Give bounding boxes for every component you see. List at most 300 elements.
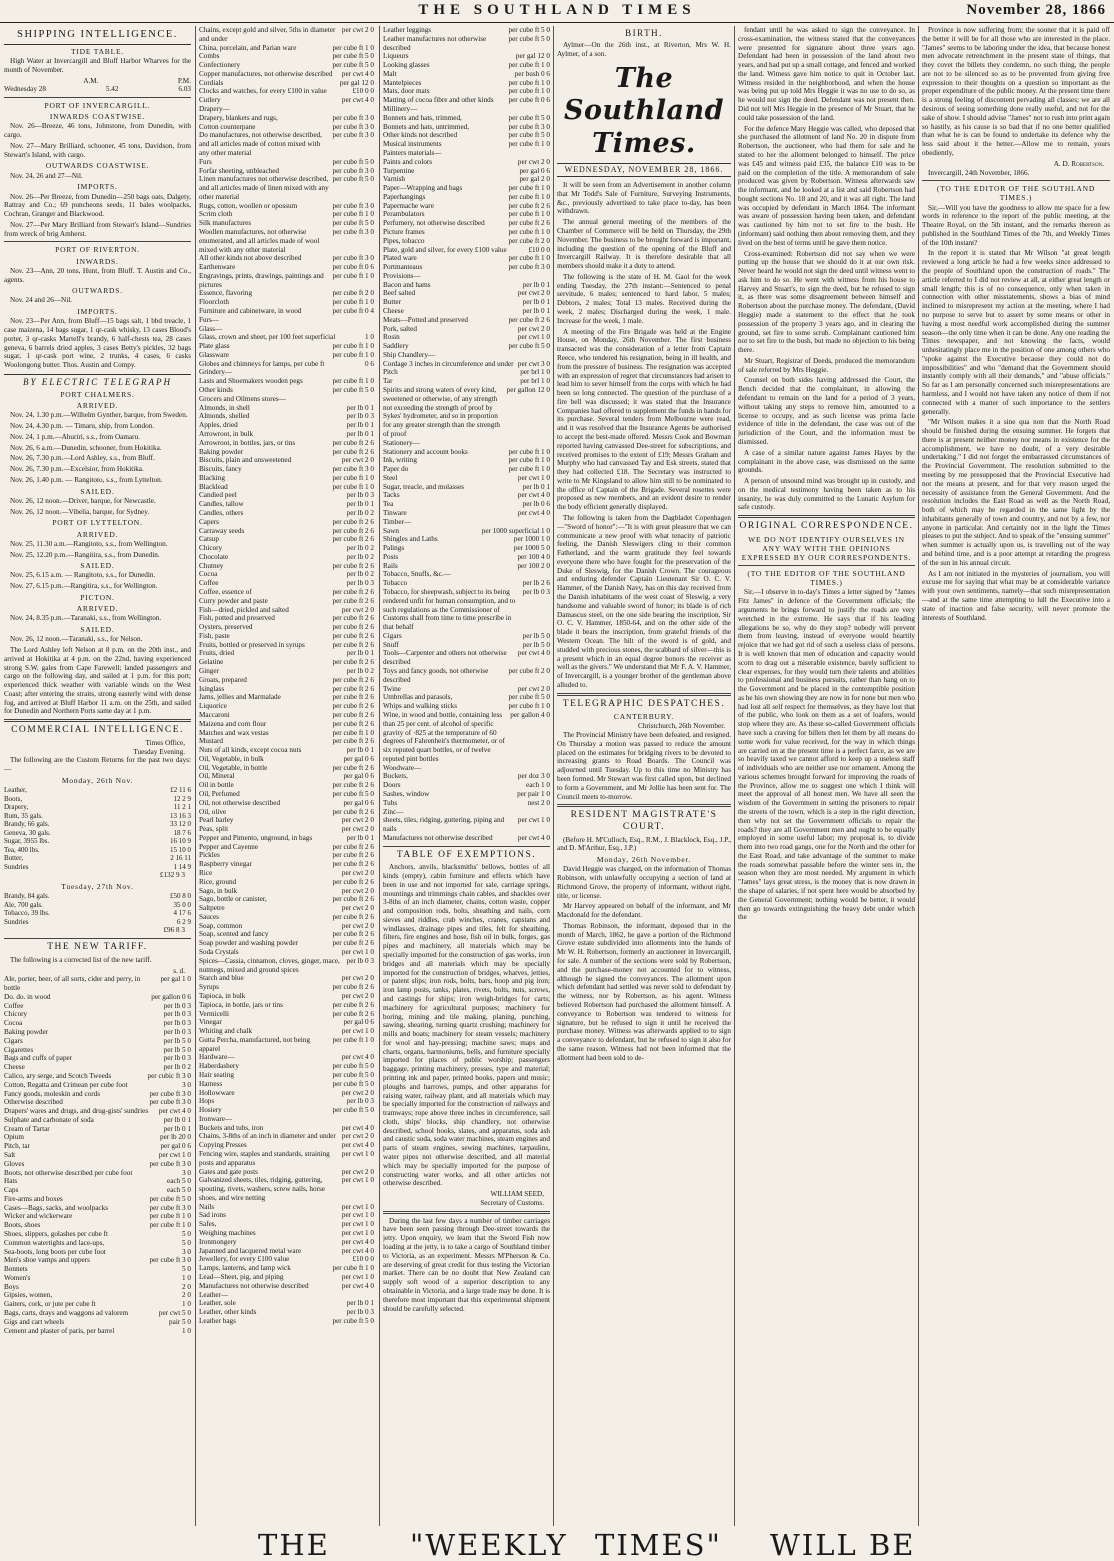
tariff-row [199,87,374,96]
tariff-rate: per gal 2 0 [519,175,550,184]
tariff-row [199,1220,374,1229]
tariff-item: Oil, Perfumed [199,789,240,798]
tariff-item: Calico, ary serge, and Scotch Tweeds [4,1071,112,1080]
masthead [0,0,1114,23]
paragraph: fendant until he was asked to sign the conveyance. In cross-examination, the witness stated that the conveyances were presented for signature about three years ago. Defendant had been in possession of the land about two years, and had put up a small cottage, and fenced and worked the land. Witness gave him notice to quit in October last. Witness resided in the neighborhood, and when the house was being put up told Mrs Heggie it was no use to do so, as he would not sign the deed. Defendant was not present then. Did not tell Mrs Heggie in the presence of Mr Stuart, that he could take possession of the land. [738,26,915,122]
tariff-rate: per cube ft 0 6 [332,263,374,272]
tariff-row [199,1080,374,1089]
tariff-row [383,79,550,88]
tariff-rate: per lb 0 1 [522,280,550,289]
tariff-row [199,430,374,439]
item-name: Boots, [4,794,23,803]
tariff-item: Harness [199,1079,223,1088]
tariff-rate: per cube ft 2 6 [332,763,374,772]
tariff-item: Hops [199,1097,215,1106]
tariff-rate: per gallon 12 0 [506,386,550,395]
tariff-rate: per cube ft 3 0 [332,227,374,236]
tariff-rate: per cube ft 2 6 [332,684,374,693]
tariff-row [199,474,374,483]
tariff-item: Cream of Tartar [4,1124,50,1133]
tariff-rate: per 1000 superficial 1 0 [481,526,550,535]
tariff-rate: per cube ft 2 6 [332,535,374,544]
tariff-rate: per cwt 2 0 [341,991,374,1000]
tariff-item: Saddlery [383,342,409,351]
paragraph: The Lord Ashley left Nelson at 8 p.m. on the 20th inst., and arrived at Hokitika at 4 p.m. on the 22nd, having experienced strong S.W. gales from Cape Farewell; landed passengers and cargo on the following day, and sailed at 1 p.m. for this port; experienced thick weather with variable winds on the West Coast; after entering the straits, strong easterly wind with dense fog, and arrived at Bluff Harbor 11 a.m. on the 25th, and sailed for Dunedin and Northern Ports same day at 1 p.m. [4,645,191,716]
tariff-row [199,729,374,738]
item-value: 2 16 11 [170,854,191,863]
tariff-row [199,70,374,79]
tariff-item: Lead—Sheet, pig, and piping [199,1272,284,1281]
item-name: Sugar, 3955 lbs. [4,837,50,846]
tariff-row [383,509,550,518]
tariff-rate: per cube ft 2 6 [332,860,374,869]
tariff-rate: per cube ft 3 0 [332,122,374,131]
tariff-row [199,333,374,342]
tariff-item: Varnish [383,175,405,184]
tariff-rate: per gal 0 6 [343,798,374,807]
tariff-row [199,105,374,114]
tariff-row [383,632,550,641]
tariff-rate: per cube ft 2 6 [332,719,374,728]
divider [557,693,731,696]
tariff-item: Shingles and Laths [383,535,438,544]
tariff-item: Cement and plaster of paris, per barrel [4,1326,115,1335]
tariff-rate: per cube ft 2 6 [332,588,374,596]
tariff-item: Pitch [383,368,398,377]
tariff-item: Zinc— [383,807,404,816]
tariff-rate: each 1 0 [526,781,550,790]
tariff-row [199,983,374,992]
tariff-item: Furniture and cabinetware, in wood [199,307,302,315]
tariff-item: Saltpetre [199,904,225,913]
tariff-item: Picture frames [383,227,425,236]
divider [383,1211,550,1214]
paragraph: Nov. 26, 1.40 p.m. — Rangitoto, s.s., from Lyttelton. [10,475,163,484]
tariff-rate: per lb 5 0 [163,1036,191,1045]
tariff-rate: per lb 0 1 [163,1124,191,1133]
tariff-row [4,1309,191,1318]
tariff-rate: per lb 0 3 [346,956,374,965]
tariff-row [199,658,374,667]
tariff-rate: per cube ft 1 0 [332,482,374,491]
tariff-rate: per cwt 2 0 [341,26,374,34]
tariff-item: Men's shoe vamps and uppers [4,1256,90,1265]
item-value: 35 0 0 [173,900,191,909]
tariff-rate: per cube ft 2 0 [332,289,374,298]
tariff-item: Woodware— [383,763,422,772]
tariff-item: Jams, jellies and Marmalade [199,693,281,702]
tariff-item: Caps [4,1186,19,1195]
tariff-item: Tubs [383,798,398,807]
tariff-item: Sago, bottle or canister, [199,895,267,904]
tariff-row [199,1071,374,1080]
tariff-item: Maizena and corn flour [199,719,267,728]
tariff-rate: per cwt 2 0 [517,157,550,166]
tide-header [4,77,191,86]
tariff-row [199,772,374,781]
tariff-rate: per cube ft 2 6 [332,877,374,886]
item-value: 4 17 6 [173,909,191,918]
paragraph: Nov. 24 and 26—Nil. [10,296,73,305]
tariff-row [199,377,374,386]
tariff-item: Candles, tallow [199,500,244,509]
tariff-row [199,228,374,254]
tariff-rate: per cwt 4 0 [341,1123,374,1132]
tariff-row [383,834,550,843]
tariff-row [199,439,374,448]
tariff-row [383,377,550,386]
tariff-rate: per gal 0 6 [519,166,550,175]
tariff-item: Furs [199,157,212,166]
paragraph: Province is now suffering from; the sooner that it is paid off the better it will be for all those who are interested in the place. "James" seems to be laboring under the idea, that because honest men advocate retrenchment in the present state of things, that they covet the billets they condemn, no such thing, the people are not to be silenced so as to be prevented from giving free expression to their thoughts on a question so important as the proper expenditure of the public money. At the present time there is a strong feeling of discontent pervading all classes; we are all desirous of seeing something done really useful, and not for the sake of show. I should advise "James" not to rush into print again so hastily, as his cause is so bad that if no one better qualified than what he is can be found to undertake its defence why the less said about it the better.—Allow me to remain, yours obediently, [922,26,1110,157]
tariff-row [199,1132,374,1141]
tariff-row [383,456,550,465]
tariff-item: Palings [383,544,405,553]
tariff-row [199,1106,374,1115]
tariff-item: Pipes, tobacco [383,236,425,245]
tariff-rate: per gallon 4 0 [510,710,550,719]
tariff-rate: per cube ft 3 0 [149,1089,191,1098]
tariff-item: Sea-boots, long boots per cube foot [4,1247,106,1256]
signature-name: WILLIAM SEED, [490,1190,544,1199]
tariff-row [199,913,374,922]
tariff-row [199,667,374,676]
tariff-rate: per cube ft 1 0 [332,377,374,386]
tariff-rate: per cube ft 1 0 [508,447,550,456]
tariff-row [383,219,550,228]
tariff-item: Do manufactures, not otherwise described, and all articles made of cotton mixed with any other material [199,131,322,157]
tariff-item: Tea [383,500,394,509]
tariff-rate: per cube ft 1 0 [332,728,374,737]
tariff-row [199,1124,374,1133]
tariff-row [383,562,550,571]
tariff-item: Rice [199,869,213,877]
tariff-item: Nuts of all kinds, except cocoa nuts [199,746,302,755]
tariff-rate: per cube ft 2 6 [332,596,374,605]
tariff-item: Ginger [199,667,219,676]
tariff-row [383,808,550,817]
paragraph: Nov. 26, 12 noon.—Driver, barque, for Newcastle. [10,496,156,505]
tariff-item: Groats, prepared [199,675,247,684]
paragraph: Nov. 24, 1.30 p.m.—Wilhelm Gynther, barque, from Sweden. [10,411,188,420]
tide-day: Wednesday 28 [4,85,46,94]
tariff-item: Twine [383,684,401,693]
tariff-row [199,1255,374,1264]
tariff-row [4,1212,191,1221]
tariff-rate: per cube ft 1 0 [508,78,550,87]
tariff-row [199,509,374,518]
tariff-row [199,799,374,808]
tariff-rate: per cube ft 5 0 [508,693,550,702]
column-rule [918,26,919,1526]
banner-word: TIMES" [595,1528,722,1561]
signature-name: A. D. Robertson. [1053,159,1104,168]
banner-word: THE [258,1528,330,1561]
paragraph: Sir,—I observe in to-day's Times a letter signed by "James Fitz James" in defence of the Government officials; the arguments he brings forward to justify the roads are very wretched in the extreme. He says that if his leading allegations be so, why do they stop? nobody will prevent them from leaving, instead of everyone would heartily rejoice that we had got rid of such a useless class of persons. It is well known that men of education and capacity would scorn to drag out a miserable existence, barely sufficient to clear expenses, for they would turn their talents and abilities to professional and business pursuits, rather than hang on to the Government and be placed in the contemptible position as he his own showing they are now in for none but men who had lost all self respect for themselves, as they have lost that of the public, who look on them as a set of loafers, would stop where they are. As these so-called Government officials have such a craving for billets then let them by all means do some work for value received, for the way in which things are carried on at the present time is a perfect farce, as we are so heavily taxed we cannot afford to keep up a useless staff of individuals who are neither use nor ornament. Among the various schemes brought forward for improving the roads of the Province, allow me to suggest one which I think will meet the approval of all honest men. We have all seen the wisdom of the Government in setting the prisoners to repair the streets of the town, which is a step in the right direction, then why not set the Government officials to repair the roads? they are all Government men and ought to be equally employed in some useful labor; my proposal is, to divide them into two road gangs, one for the North and the other for the East Road, and take advantage of the summer to make the roads somewhat passable before the winter sets in, the season when they are most needed. My argument in which "James" lays great stress, is the money that is now drawn in the shape of salaries, if not spent here would be absorbed by the General Government; nothing would be better, it would then go towards extinguishing the heavy debt under which the [738,588,915,922]
tide-row [4,85,191,94]
tariff-item: Curry powder and paste [199,596,268,605]
tariff-item: Hollowware [199,1088,235,1097]
tariff-rate: per cwt 4 0 [341,1246,374,1255]
banner-word: WILL BE [770,1528,916,1561]
tariff-rate: per lb 0 1 [346,429,374,438]
tariff-row [383,685,550,694]
tariff-rate: per cwt 2 0 [517,684,550,693]
tariff-item: Vermicelli [199,1009,229,1018]
tariff-item: Malt [383,69,397,78]
tariff-rate: per lb 0 3 [163,1001,191,1010]
section-heading: RESIDENT MAGISTRATE'S COURT. [570,810,718,832]
tariff-row [199,992,374,1001]
tariff-row [4,1151,191,1160]
tariff-row [4,1300,191,1309]
paragraph: During the last few days a number of timber carriages have been seen passing through Dee-street towards the jetty. Upon enquiry, we learn that the Sword Fish now loading at the jetty, is to take a cargo of Southland timber to Victoria, as an experiment. Messrs M'Pherson & Co. are deserving of great credit for thus testing the Victorian market. There can be no doubt that New Zealand can supply soft wood of a superior description to any obtainable in Victoria, and a large trade may be done. It is therefore most important that this experimental shipment should be carefully selected. [383,1216,550,1313]
tariff-item: Sauces [199,912,219,921]
tariff-item: Women's [4,1273,31,1282]
tariff-item: Fruits, bottled or preserved in syrups [199,640,305,649]
column-2 [199,26,374,1526]
tariff-row [4,1046,191,1055]
disclaimer: WE DO NOT IDENTIFY OURSELVES IN ANY WAY WITH THE OPINIONS EXPRESSED BY OUR CORRESPONDENTS. [741,534,912,563]
tariff-item: Spirits and strong waters of every kind, sweetened or otherwise, of any strength not exceeding the strength of proof by Sykes' hydrometer, and so in proportion for any greater strength than the strength of proof [383,386,500,438]
paragraph: Nov. 24, 4.30 p.m. — Timaru, ship, from London. [10,422,155,431]
tariff-item: Cordage 3 inches in circumference and under [383,359,514,368]
subheading: Tuesday, 27th Nov. [61,882,134,892]
tariff-row [199,360,374,369]
tariff-row [199,26,374,44]
tariff-row [199,1317,374,1326]
tide-am: 5.42 [105,85,119,94]
tariff-item: Coffee, essence of [199,588,252,596]
tariff-item: Japanned and lacquered metal ware [199,1246,302,1255]
tariff-row [4,1054,191,1063]
tariff-row [199,808,374,817]
tariff-row [383,289,550,298]
tariff-item: Engravings, prints, drawings, paintings and pictures [199,271,324,289]
tariff-item: Tinware [383,508,407,517]
tariff-row [199,1299,374,1308]
tariff-row [4,1063,191,1072]
tariff-item: Looking glasses [383,61,430,70]
paragraph: Nov. 26, 6 a.m.—Dunedin, schooner, from Hokitika. [10,443,162,452]
tariff-row [4,1160,191,1169]
section-heading: THE NEW TARIFF. [47,942,148,953]
tariff-item: Soap, scented and fancy [199,930,269,939]
tariff-row [199,649,374,658]
tariff-rate: per cube ft 2 6 [332,693,374,702]
tariff-row [383,764,550,773]
tariff-rate: per 1000 5 0 [513,544,550,553]
tariff-row [199,202,374,211]
returns-table-tuesday [4,892,191,926]
tariff-list [383,26,550,843]
tariff-rate: per cube ft 5 0 [332,789,374,798]
tariff-rate: per cube ft 1 0 [332,1035,374,1044]
tariff-item: Opium [4,1133,24,1142]
divider [738,565,915,566]
tariff-item: Meats—Potted and preserved [383,315,469,324]
tariff-rate: per cwt 4 0 [341,96,374,105]
tariff-row [199,325,374,334]
tariff-item: Isinglass [199,684,225,693]
paragraph: A meeting of the Fire Brigade was held at the Engine House, on Monday, 26th November. The first business transacted was the consideration of a letter from Captain Reece, who tendered his resignation, being in ill health, and from the pressure of business. The resignation was accepted with an expression of regret that circumstances had arisen to lead him to sever himself from the corps with which he had been so long connected. The question of the purchase of a fire bell was discussed; it was stated that the Insurance Companies had offered to supplement the funds in hands for its purchase. Several tenders from Melbourne were read, and it was resolved that the Insurance Agents be authorised to accept the best-made offered. Messrs Cook and Bowman reported having canvassed Dee-street for subscriptions, and received promises to the extent of £19; Messrs Graham and Murphy who had canvassed Tay and Esk streets, stated that they had collected £18. The Secretary was instructed to write to Mr Kingsland to allow him still to be nominated to the office of Captain of the Brigade. Several rosettes were proposed as new members, and an evident desire to render the body efficient generally displayed. [557,327,731,512]
tariff-row [383,307,550,316]
tariff-rate: 5 0 [182,1265,191,1274]
tariff-row [199,289,374,298]
tariff-rate: per cube ft 1 0 [332,473,374,482]
tariff-row [4,1239,191,1248]
tariff-item: Leather leggings [383,26,432,34]
tariff-rate: per cube ft 1 0 [332,43,374,52]
tariff-rate: each 5 0 [167,1177,191,1186]
tariff-rate: per lb 0 3 [163,1019,191,1028]
tariff-row [199,764,374,773]
tariff-item: Leather, sole [199,1299,236,1308]
dateline-office: Times Office, [145,738,185,747]
divider [738,515,915,518]
tariff-row [199,825,374,834]
tariff-rate: per lb 0 1 [522,307,550,315]
subheading: PORT OF INVERCARGILL. [44,101,151,111]
tariff-rate: per cube ft 3 0 [332,201,374,210]
tariff-list [4,975,191,1335]
tariff-item: Cases—Bags, sacks, and woolpacks [4,1203,109,1212]
tariff-item: Glassware [199,350,229,359]
subheading: SAILED. [80,486,115,496]
returns-total: £132 9 3 [159,871,185,880]
tariff-rate: 3 0 [182,1247,191,1256]
tariff-rate: per lb 0 2 [346,570,374,579]
column-5 [738,26,915,1526]
paragraph: Nov. 23—Ann, 20 tons, Hunt, from Bluff. T. Austin and Co., agents. [4,266,191,284]
paragraph: As I am not initiated in the mysteries of journalism, you will excuse me for saying that what may be at considerable variance with your own sentiments, namely—that such misrepresentation—and at the same time attempting to lull the Executive into a state of inaction and false security, will never promote the interests of Southland. [922,569,1110,622]
tariff-item: Linen manufactures not otherwise described, and all articles made of linen mixed with any other material [199,175,329,201]
tariff-item: sheets, tiles, ridging, guttering, piping and nails [383,816,505,834]
tariff-rate: per cwt 2 0 [341,1132,374,1141]
tariff-rate: per lb 0 3 [346,1097,374,1106]
tariff-rate: per cube ft 3 0 [508,263,550,272]
tariff-row [199,904,374,913]
returns-table-monday [4,786,191,871]
tariff-item: Cigarettes [4,1045,34,1054]
tariff-item: Plated ware [383,254,417,263]
tariff-item: Fish, potted and preserved [199,614,275,623]
tariff-rate: per cube ft 2 0 [508,236,550,245]
tariff-rate: 2 0 [182,1282,191,1291]
tariff-rate: per cwt 4 0 [341,1281,374,1290]
tariff-row [199,1273,374,1282]
tariff-row [383,96,550,105]
tariff-rate: per lb 0 1 [346,403,374,412]
tariff-item: Maccaroni [199,710,230,719]
tariff-item: Furs— [199,315,219,324]
item-name: Drapery, [4,803,29,812]
tariff-rate: per lb 0 3 [346,1308,374,1317]
subheading: OUTWARDS. [72,286,123,296]
tariff-item: Sago, in bulk [199,886,238,895]
tariff-rate: per lb 0 1 [163,1115,191,1124]
tariff-rate: per cwt 4 0 [341,1237,374,1246]
tariff-rate: per lb 0 3 [522,588,550,596]
tariff-units: s. d. [173,966,185,975]
tariff-item: Toys and fancy goods, not otherwise described [383,667,489,684]
subheading: IMPORTS. [77,307,118,317]
paragraph: Nov. 24, 26 and 27—Nil. [10,171,83,180]
paragraph: Nov. 26, 12 noon.—Vibelia, barque, for Sydney. [10,507,150,516]
tariff-rate: per cube ft 2 6 [332,561,374,570]
tariff-rate: per lb 0 2 [346,552,374,561]
tariff-row [383,588,550,632]
divider [4,719,191,722]
tariff-item: Cocoa [4,1019,23,1028]
tariff-rate: per cube ft 2 6 [332,614,374,623]
tariff-row [4,1195,191,1204]
paragraph: In the report it is stated that Mr Wilson "at great length reviewed a long article he had a few weeks since addressed to the people of Southland upon the construction of roads." The article referred to I did not review at all, at either great length or small length; this is of no consequence, only when taken in connection with other misstatements, shows a bias of mind inclined to misrepresent my action at the meeting, where I had no purpose to serve but to assert by some means or other in having a most needful work accomplished during the summer season—the only time when it can be done. Any one reading the Times newspaper, and not knowing the facts, would unhesitatingly place me in the position of one among others who "spoke against the Executive because they could not do impossibilities" and who "demand that the Government should instantly comply with all their demands," and "abuse officials." So far as I am personally concerned such misrepresentations are harmless, and I would not have taken any notice of them if not connected with a matter of such importance to the settlers generally. [922,249,1110,416]
tariff-rate: per gal 12 0 [339,78,374,87]
tariff-item: Bacon and hams [383,280,431,289]
paragraph: Cross-examined: Robertson did not say when we were putting up the house that we should do it at our own risk. Never heard he would not sign the deed until witness went to ask him to do so. He went with witness from his house to Harvey and Stuart's, to sign the deed, but he refused to sign it, as there was some disagreement between himself and Robertson about the purchase money. The defendant, (David Heggie) made a statement to the effect that he took possession of the property 3 years ago, and in clearing the ground, set fire to some scrub. Complainant cautioned him not to set fire to the bush, but made no objection to his being there. [738,249,915,355]
tariff-row [199,210,374,219]
tariff-rate: per cube ft 5 0 [332,1316,374,1325]
paragraph: (Before H. M'Culloch, Esq., R.M., J. Blacklock, Esq., J.P., and D. M'Arthur, Esq., J.P.) [557,835,731,853]
tariff-rate: per cube ft 3 0 [332,465,374,474]
tariff-row [383,518,550,527]
tariff-row [4,1221,191,1230]
tariff-row [4,1274,191,1283]
tariff-row [199,1010,374,1019]
tariff-rate: per lb 0 3 [346,412,374,421]
tariff-rate: 3 0 [182,1168,191,1177]
divider [4,938,191,939]
tariff-item: Gipsies, women, [4,1291,53,1300]
tariff-row [383,527,550,536]
tariff-rate: per gal 0 6 [343,754,374,763]
tariff-row [4,1142,191,1151]
tariff-rate: per cwt 2 0 [341,974,374,983]
tariff-item: Gelatine [199,658,224,667]
tariff-item: Scrim cloth [199,210,233,219]
tariff-row [199,368,374,377]
tariff-row [4,993,191,1002]
tariff-row [199,1308,374,1317]
tariff-rate: per cwt 1 0 [341,1211,374,1220]
item-value: 16 10 9 [170,837,191,846]
tariff-item: Leather— [199,1290,229,1299]
tariff-row [199,869,374,878]
tariff-row [383,579,550,588]
paragraph: Thomas Robinson, the informant, deposed that in the month of March, 1862, he gave a portion of the Richmond Grove estate subdivided into allotments into the hands of Mr W. H. Robertson, formerly an auctioneer in Invercargill, for sale. A number of the sections were sold by Robertson, and the purchase-money not accounted for to witness, although he signed the conveyances. The allotment upon which defendant had settled was never sold to defendant by the witness, nor by Robertson, as his agent. Witness believed Robertson had purchased the allotment himself. A conveyance to Robertson was tendered to witness for signature, but he refused to sign it until he received the purchase money. Witness was afterwards applied to to sign a conveyance to defendant, but he refused to sign it also for the same reason. Witness had not been informed that the allotment had been sold to de- [557,921,731,1062]
tariff-row [383,184,550,193]
tariff-rate: per 100 4 0 [517,552,550,561]
tariff-row [383,535,550,544]
table-row [4,820,191,829]
tariff-row [199,263,374,272]
tariff-item: Hardware— [199,1053,235,1062]
tariff-rate: per cwt 2 0 [517,324,550,333]
tariff-row [199,843,374,852]
tariff-item: Soap powder and washing powder [199,939,299,948]
tariff-rate: per cwt 2 0 [341,816,374,825]
tariff-item: Safes, [199,1220,217,1229]
tariff-rate: 3 0 [182,1080,191,1089]
table-row [4,837,191,846]
item-name: Rum, 35 gals. [4,811,43,820]
tariff-item: Baking powder [199,447,244,456]
tariff-row [4,1125,191,1134]
paragraph: The Provincial Ministry have been defeated, and resigned. On Thursday a motion was passed to reduce the amount placed on the estimates for bridging rivers to be devoted to increasing grants to Road Boards. The Council was adjourned until Tuesday. Up to this time no Ministry has been formed. Mr Stewart was first called upon, but declined to form a Government, and Mr Jollie has been sent for. The Council meets to-morrow. [557,731,731,801]
paragraph: Nov. 27, 6.15 p.m.—Rangitira, s.s., for Wellington. [10,582,158,591]
tariff-row [199,860,374,869]
